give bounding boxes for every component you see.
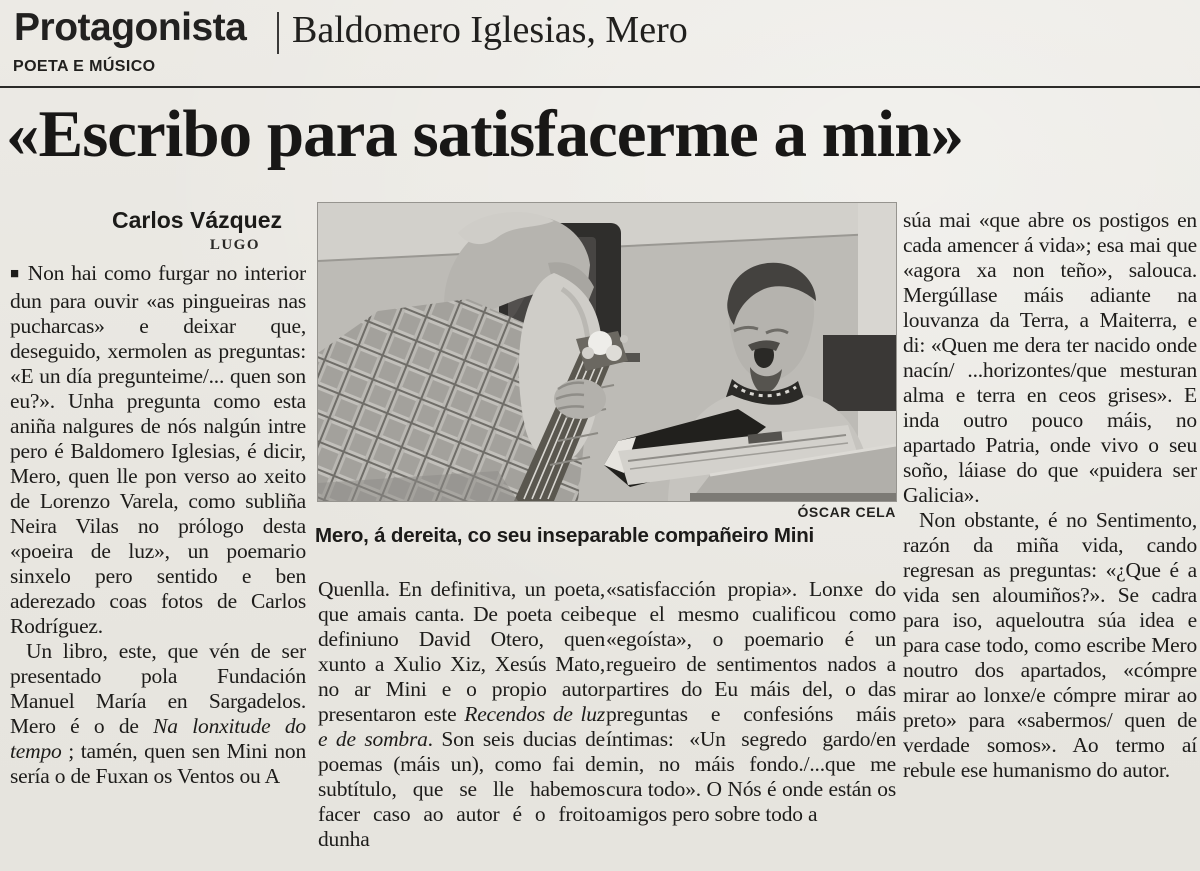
paragraph-bullet-icon: ■ — [10, 266, 21, 282]
book-title-italic: Recendos de luz e de sombra — [318, 702, 605, 751]
kicker-divider — [277, 12, 279, 54]
paragraph — [10, 639, 306, 789]
paragraph — [318, 577, 605, 852]
book-title-italic: Na lonxitude do tempo — [10, 714, 306, 763]
article-column-3 — [606, 577, 896, 827]
photo-credit: ÓSCAR CELA — [797, 504, 896, 520]
subject-name: Baldomero Iglesias, Mero — [292, 9, 688, 51]
section-kicker: Protagonista — [14, 6, 247, 49]
paragraph: súa mai «que abre os postigos en cada amencer á vida»; esa mai que «agora xa non teño», salouca. Mergúllase máis adiante na louvanza da Terra, a Maiterra, e di: «Quen me dera ter nacido onde nacín/ ...horizontes/que mesturan alma e terra en ceos grises». E inda outro pouco máis, no apartado Patria, onde vivo o seu soño, láiase do que «puidera ser Galicia». — [903, 208, 1197, 507]
paragraph-text: Un libro, este, que vén de ser presentado pola Fundación Manuel María en Sargadelos. Mero é o de — [10, 639, 306, 738]
article-column-4 — [903, 208, 1197, 783]
photo-caption: Mero, á dereita, co seu inseparable compañeiro Mini — [315, 524, 815, 547]
header-rule — [0, 86, 1200, 88]
paragraph-text: Quenlla. En definitiva, un poeta, que amais canta. De poeta ceibe definiuno David Otero, quen xunto a Xulio Xiz, Xesús Mato, no ar Mini e o propio autor presentaron este — [318, 577, 605, 726]
paragraph — [10, 261, 306, 639]
paragraph: Non obstante, é no Sentimento, razón da miña vida, cando regresan as preguntas: «¿Que é a vida sen aloumiños?». Se cadra para iso, aqueloutra súa idea e para case todo, como escribe Mero noutro dos apartados, «cómpre mirar ao lonxe/e cómpre mirar ao preto» para «sabermos/ quen de verdade somos». Ao termo aí rebule ese humanismo do autor. — [903, 508, 1197, 782]
byline-author: Carlos Vázquez — [112, 207, 282, 233]
article-headline: «Escribo para satisfacerme a min» — [6, 97, 963, 171]
article-column-1 — [10, 261, 306, 789]
article-photo — [318, 203, 896, 501]
photo-illustration — [318, 203, 896, 501]
paragraph-text: ; tamén, quen sen Mini non sería o de Fuxan os Ventos ou A — [10, 739, 306, 788]
paragraph-text: . Son seis ducias de poemas (máis un), como fai de subtítulo, que se lle habemos facer caso ao autor é o froito dunha — [318, 727, 605, 851]
paragraph-text: Non hai como furgar no interior dun para ouvir «as pingueiras nas pucharcas» e deixar que, deseguido, xermolen as preguntas: «E un día pregunteime/... quen son eu?». Unha pregunta como esta aniña nalgures de nós nalgún intre pero é Baldomero Iglesias, é dicir, Mero, quen lle pon verso ao xeito de Lorenzo Varela, como subliña Neira Vilas no prólogo desta «poeira de luz», un poemario sinxelo pero sentido e ben aderezado coas fotos de Carlos Rodríguez. — [10, 261, 306, 638]
paragraph: «satisfacción propia». Lonxe do que el mesmo cualificou como «egoísta», o poemario é un regueiro de sentimentos nados a partires do Eu máis del, o das preguntas e confesións máis íntimas: «Un segredo gardo/en min, no máis fondo./...que me cura todo». O Nós é onde están os amigos pero sobre todo a — [606, 577, 896, 826]
subject-role: POETA E MÚSICO — [13, 58, 156, 75]
byline-location: LUGO — [209, 237, 260, 253]
article-column-2 — [318, 577, 605, 852]
